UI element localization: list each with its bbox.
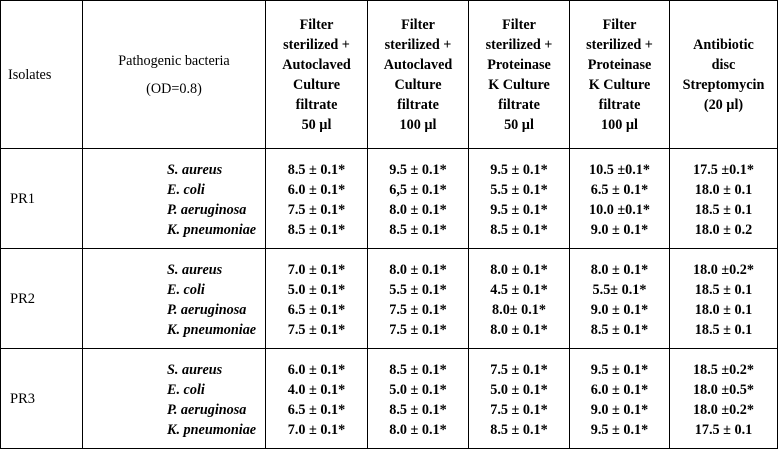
value-cell: 6.0 ± 0.1* 4.0 ± 0.1* 6.5 ± 0.1* 7.0 ± 0.1* (266, 349, 368, 449)
value-cell: 9.5 ± 0.1* 6.0 ± 0.1* 9.0 ± 0.1* 9.5 ± 0.1* (570, 349, 670, 449)
header-row (1, 1, 778, 149)
bacteria-cell: S. aureus E. coli P. aeruginosa K. pneumoniae (83, 149, 266, 249)
value-cell: 10.5 ±0.1* 6.5 ± 0.1* 10.0 ±0.1* 9.0 ± 0.1* (570, 149, 670, 249)
header-pathogenic-bacteria (83, 1, 266, 149)
table-row (1, 249, 778, 349)
header-isolates: Isolates (1, 1, 83, 149)
header-od-label: (OD=0.8) (146, 80, 202, 97)
bacteria-cell: S. aureus E. coli P. aeruginosa K. pneumoniae (83, 249, 266, 349)
header-autoclaved-100: Filter sterilized + Autoclaved Culture filtrate 100 µl (368, 1, 469, 149)
isolate-cell: PR1 (1, 149, 83, 249)
value-cell: 7.5 ± 0.1* 5.0 ± 0.1* 7.5 ± 0.1* 8.5 ± 0.1* (469, 349, 570, 449)
isolate-cell: PR3 (1, 349, 83, 449)
value-cell: 9.5 ± 0.1* 5.5 ± 0.1* 9.5 ± 0.1* 8.5 ± 0.1* (469, 149, 570, 249)
header-proteinase-100: Filter sterilized + Proteinase K Culture filtrate 100 µl (570, 1, 670, 149)
header-autoclaved-50: Filter sterilized + Autoclaved Culture filtrate 50 µl (266, 1, 368, 149)
table-row (1, 349, 778, 449)
value-cell: 8.5 ± 0.1* 5.0 ± 0.1* 8.5 ± 0.1* 8.0 ± 0.1* (368, 349, 469, 449)
bacteria-cell: S. aureus E. coli P. aeruginosa K. pneumoniae (83, 349, 266, 449)
header-streptomycin: Antibiotic disc Streptomycin (20 µl) (670, 1, 778, 149)
value-cell: 8.0 ± 0.1* 5.5 ± 0.1* 7.5 ± 0.1* 7.5 ± 0.1* (368, 249, 469, 349)
value-cell: 7.0 ± 0.1* 5.0 ± 0.1* 6.5 ± 0.1* 7.5 ± 0.1* (266, 249, 368, 349)
header-proteinase-50: Filter sterilized + Proteinase K Culture filtrate 50 µl (469, 1, 570, 149)
value-cell: 9.5 ± 0.1* 6,5 ± 0.1* 8.0 ± 0.1* 8.5 ± 0.1* (368, 149, 469, 249)
header-pathogen-label: Pathogenic bacteria (118, 52, 230, 69)
value-cell: 18.0 ±0.2* 18.5 ± 0.1 18.0 ± 0.1 18.5 ± 0.1 (670, 249, 778, 349)
value-cell: 8.0 ± 0.1* 5.5± 0.1* 9.0 ± 0.1* 8.5 ± 0.1* (570, 249, 670, 349)
table-row (1, 149, 778, 249)
value-cell: 8.0 ± 0.1* 4.5 ± 0.1* 8.0± 0.1* 8.0 ± 0.1* (469, 249, 570, 349)
value-cell: 18.5 ±0.2* 18.0 ±0.5* 18.0 ±0.2* 17.5 ± 0.1 (670, 349, 778, 449)
value-cell: 8.5 ± 0.1* 6.0 ± 0.1* 7.5 ± 0.1* 8.5 ± 0.1* (266, 149, 368, 249)
isolate-cell: PR2 (1, 249, 83, 349)
value-cell: 17.5 ±0.1* 18.0 ± 0.1 18.5 ± 0.1 18.0 ± 0.2 (670, 149, 778, 249)
